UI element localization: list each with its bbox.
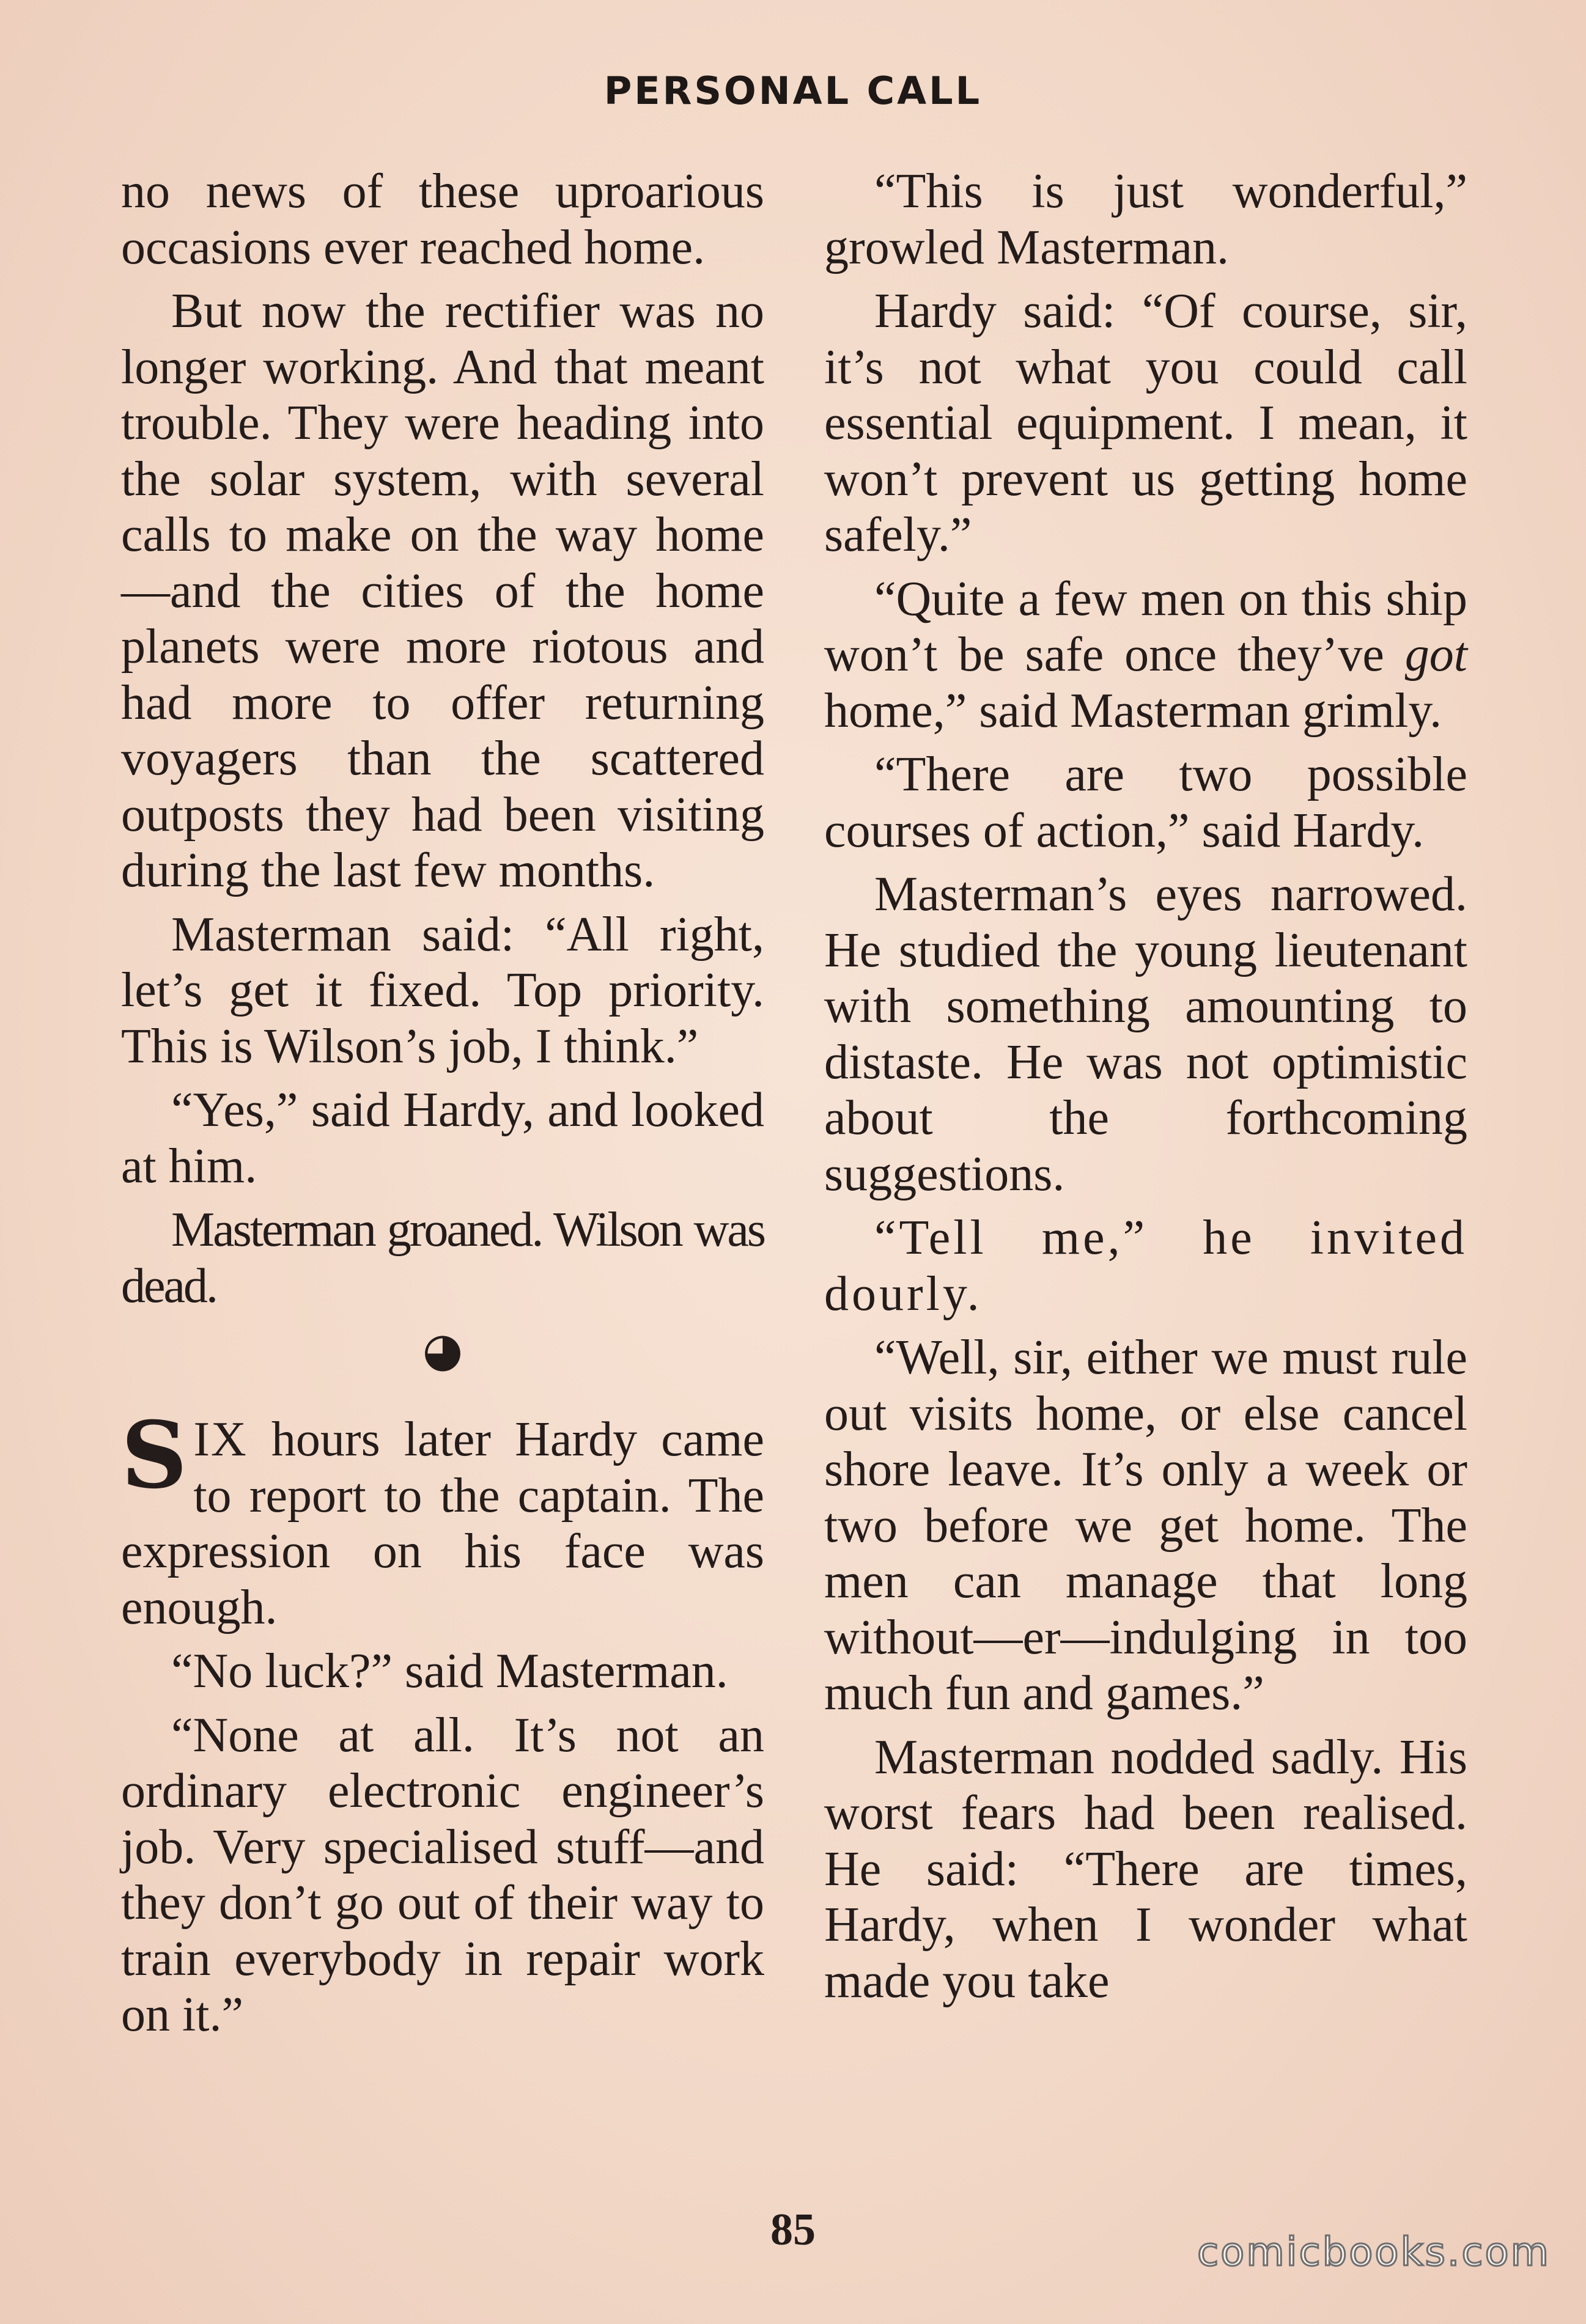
page-number: 85 bbox=[770, 2205, 816, 2255]
watermark: comicbooks.com bbox=[1197, 2230, 1551, 2275]
paragraph: Masterman nodded sadly. His worst fears had been realised. He said: “There are times, Hardy, when I wonder what made you take bbox=[824, 1730, 1467, 2008]
paragraph: “There are two possible courses of action,” said Hardy. bbox=[824, 748, 1467, 858]
running-title: PERSONAL CALL bbox=[603, 68, 983, 113]
paragraph-text: home,” said Masterman grimly. bbox=[824, 683, 1442, 738]
paragraph: “Well, sir, either we must rule out visits home, or else cancel shore leave. It’s only a week or two before we get home. The men can manage that long without—er—indulging in too much fun and games.” bbox=[824, 1331, 1467, 1720]
paragraph: no news of these uproarious occasions ever reached home. bbox=[121, 164, 764, 274]
paragraph: “None at all. It’s not an ordinary electronic engineer’s job. Very specialised stuff—and they don’t go out of their way to train everybody in repair work on it.” bbox=[121, 1708, 764, 2042]
paragraph bbox=[824, 572, 1467, 740]
paragraph: Masterman’s eyes narrowed. He studied the young lieutenant with something amounting to distaste. He was not optimistic about the forthcoming suggestions. bbox=[824, 867, 1467, 1201]
paragraph: “This is just wonderful,” growled Masterman. bbox=[824, 164, 1467, 274]
paragraph: Masterman said: “All right, let’s get it fixed. Top priority. This is Wilson’s job, I think.” bbox=[121, 907, 764, 1073]
paragraph: “No luck?” said Masterman. bbox=[171, 1644, 728, 1698]
paragraph: “Yes,” said Hardy, and looked at him. bbox=[121, 1083, 764, 1193]
emphasis-text: got bbox=[1404, 628, 1467, 682]
paragraph-with-dropcap bbox=[121, 1402, 764, 1636]
left-column bbox=[121, 164, 764, 2051]
paragraph: Masterman groaned. Wilson was dead. bbox=[121, 1203, 764, 1313]
section-break-icon: ◕ bbox=[422, 1322, 463, 1377]
paragraph-text: “Quite a few men on this ship won’t be safe once they’ve bbox=[824, 572, 1467, 682]
paragraph: Hardy said: “Of course, sir, it’s not what you could call essential equipment. I mean, it won’t prevent us getting home safely.” bbox=[824, 284, 1467, 562]
paragraph: But now the rectifier was no longer working. And that meant trouble. They were heading into the solar system, with several calls to make on the way home—and the cities of the home planets were more riotous and had more to offer returning voyagers than the scattered outposts they had been visiting during the last few months. bbox=[121, 284, 764, 897]
paragraph-text: hours later Hardy came to report to the captain. The expression on his face was enough. bbox=[121, 1413, 764, 1635]
right-column bbox=[824, 164, 1467, 2017]
drop-cap: S bbox=[121, 1402, 188, 1509]
small-caps-lead: IX bbox=[193, 1413, 248, 1466]
paragraph: “Tell me,” he invited dourly. bbox=[824, 1211, 1467, 1321]
